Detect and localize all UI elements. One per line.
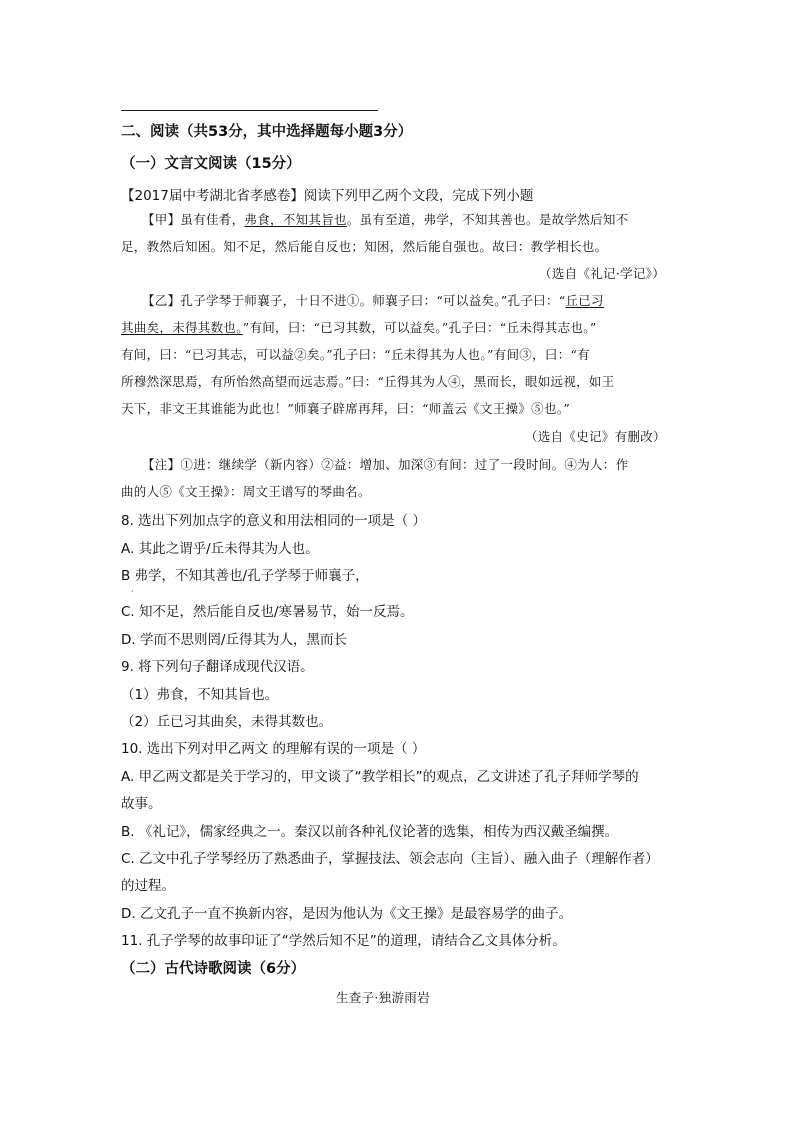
poem-title: 生查子·独游雨岩: [336, 990, 430, 1005]
q8-option-b: B 弗学，不知其善也/孔子学琴于师襄子，: [121, 568, 369, 584]
yi-line-2-underlined: 其曲矣，未得其数也。: [121, 320, 243, 335]
q8-option-d: D. 学而不思则罔/丘得其为人，黑而长: [121, 632, 348, 648]
q10-option-c-line-2: 的过程。: [121, 878, 175, 894]
yi-line-1-underlined: 丘已习: [565, 293, 604, 308]
q11-stem: 11. 孔子学琴的故事印证了“学然后知不足”的道理，请结合乙文具体分析。: [121, 933, 566, 949]
q10-option-a-line-1: A. 甲乙两文都是关于学习的，甲文谈了“教学相长”的观点，乙文讲述了孔子拜师学琴的: [121, 769, 639, 785]
jia-line-2: 足，教然后知困。知不足，然后能自反也；知困，然后能自强也。故曰：教学相长也。: [121, 239, 608, 254]
q10-option-d: D. 乙文孔子一直不换新内容，是因为他认为《文王操》是最容易学的曲子。: [121, 906, 572, 922]
q10-option-a-line-2: 故事。: [121, 796, 162, 812]
notes-line-1: 【注】①进：继续学（新内容）②益：增加、加深③有间：过了一段时间。④为人：作: [142, 457, 629, 472]
q9-item-2: （2）丘已习其曲矣，未得其数也。: [121, 714, 333, 730]
part2-title: （二）古代诗歌阅读（6分）: [121, 961, 306, 977]
jia-underlined: 弗食，不知其旨也: [244, 212, 347, 227]
notes-line-2: 曲的人⑤《文王操》：周文王谱写的琴曲名。: [121, 484, 371, 499]
section-title: 二、阅读（共53分，其中选择题每小题3分）: [121, 124, 413, 140]
yi-line-5: 天下，非文王其谁能为此也！”师襄子辟席再拜，曰：“师盖云《文王操》⑤也。”: [121, 401, 571, 416]
q10-option-b: B. 《礼记》，儒家经典之一。秦汉以前各种礼仪论著的选集，相传为西汉戴圣编撰。: [121, 824, 619, 840]
yi-line-1: [142, 291, 604, 309]
yi-source: （选自《史记》有删改）: [525, 429, 666, 444]
yi-line-2-rest: ”有间，曰：“已习其数，可以益矣。”孔子曰：“丘未得其志也。”: [242, 320, 597, 335]
q8-stem: 8. 选出下列加点字的意义和用法相同的一项是（ ）: [121, 513, 426, 529]
q9-stem: 9. 将下列句子翻译成现代汉语。: [121, 659, 314, 675]
yi-line-2: [121, 318, 597, 336]
jia-line-1: [142, 210, 628, 228]
source-prompt: 【2017届中考湖北省孝感卷】阅读下列甲乙两个文段，完成下列小题: [121, 188, 534, 204]
stray-dot-mark: ·: [131, 587, 134, 596]
part1-title: （一）文言文阅读（15分）: [121, 156, 301, 172]
yi-line-1-main: 【乙】孔子学琴于师襄子，十日不进①。师襄子曰：“可以益矣。”孔子曰：“: [142, 293, 566, 308]
q8-option-a: A. 其此之谓乎/丘未得其为人也。: [121, 541, 319, 557]
q8-option-c: C. 知不足，然后能自反也/寒暑易节，始一反焉。: [121, 604, 414, 620]
jia-rest: 。虽有至道，弗学，不知其善也。是故学然后知不: [346, 212, 629, 227]
q9-item-1: （1）弗食，不知其旨也。: [121, 687, 279, 703]
yi-line-4: 所穆然深思焉，有所怡然高望而远志焉。”曰：“丘得其为人④，黑而长，眼如远视，如王: [121, 374, 615, 389]
q10-stem: 10. 选出下列对甲乙两文 的理解有误的一项是（ ）: [121, 741, 426, 757]
jia-lead: 【甲】虽有佳肴，: [142, 212, 245, 227]
jia-source: （选自《礼记·学记》）: [539, 266, 666, 281]
q10-option-c-line-1: C. 乙文中孔子学琴经历了熟悉曲子，掌握技法、领会志向（主旨）、融入曲子（理解作者）: [121, 851, 659, 867]
header-rule: [121, 110, 378, 111]
yi-line-3: 有间，曰：“已习其志，可以益②矣。”孔子曰：“丘未得其为人也。”有间③，曰：“有: [121, 347, 590, 362]
